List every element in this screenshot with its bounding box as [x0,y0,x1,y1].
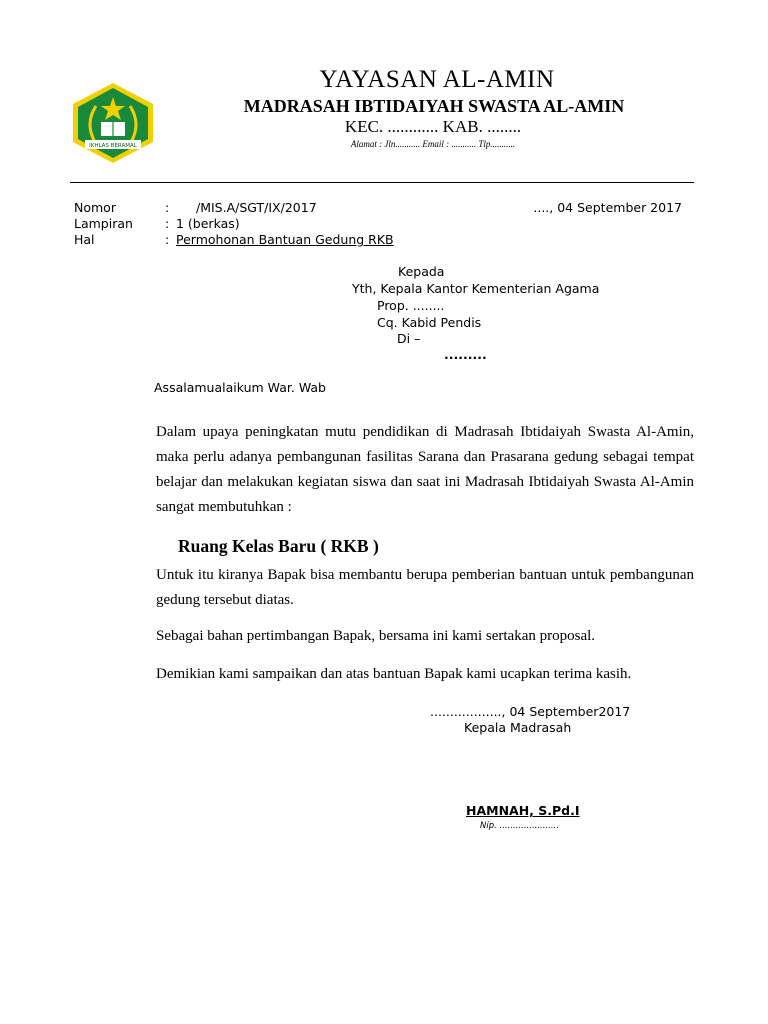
header-divider [70,182,694,183]
signature-position: Kepala Madrasah [464,720,572,735]
nomor-value: /MIS.A/SGT/IX/2017 [196,200,317,215]
district-line: KEC. ............ KAB. ........ [344,117,522,136]
letter-date: ...., 04 September 2017 [533,200,682,215]
lampiran-colon: : [165,216,170,231]
hal-value: Permohonan Bantuan Gedung RKB [176,232,394,247]
recipient-cq: Cq. Kabid Pendis [377,315,482,330]
signature-name: HAMNAH, S.Pd.I [466,803,580,818]
signature-nip: Nip. ...................... [480,821,559,831]
paragraph-request: Untuk itu kiranya Bapak bisa membantu berupa pemberian bantuan untuk pembangunan gedung tersebut diatas. [156,567,694,608]
rkb-heading: Ruang Kelas Baru ( RKB ) [178,536,379,556]
paragraph-intro: Dalam upaya peningkatan mutu pendidikan di Madrasah Ibtidaiyah Swasta Al-Amin, maka perlu adanya pembangunan fasilitas Sarana dan Prasarana gedung sebagai tempat belajar dan melakukan kegiatan siswa dan saat ini Madrasah Ibtidaiyah Swasta Al-Amin sangat membutuhkan : [156,424,694,515]
org-name: YAYASAN AL-AMIN [319,66,555,93]
school-name: MADRASAH IBTIDAIYAH SWASTA AL-AMIN [243,96,625,116]
recipient-di: Di – [397,331,421,346]
nomor-label: Nomor [74,200,116,215]
lampiran-label: Lampiran [74,216,133,231]
paragraph-proposal: Sebagai bahan pertimbangan Bapak, bersama ini kami sertakan proposal. [156,628,596,644]
recipient-yth: Yth, Kepala Kantor Kementerian Agama [352,281,600,296]
nomor-colon: : [165,200,170,215]
recipient-prop: Prop. ........ [377,298,445,313]
recipient-dots: ......... [444,347,487,362]
hal-colon: : [165,232,170,247]
recipient-kepada: Kepada [398,264,445,279]
lampiran-value: 1 (berkas) [176,216,240,231]
logo-text: IKHLAS BERAMAL [89,143,137,149]
paragraph-closing: Demikian kami sampaikan dan atas bantuan Bapak kami ucapkan terima kasih. [156,666,632,682]
signature-date: .................., 04 September2017 [430,704,631,719]
hal-label: Hal [74,232,95,247]
greeting: Assalamualaikum War. Wab [154,380,326,395]
address-line: Alamat : Jln........... Email : ........... Tlp........... [350,139,516,149]
